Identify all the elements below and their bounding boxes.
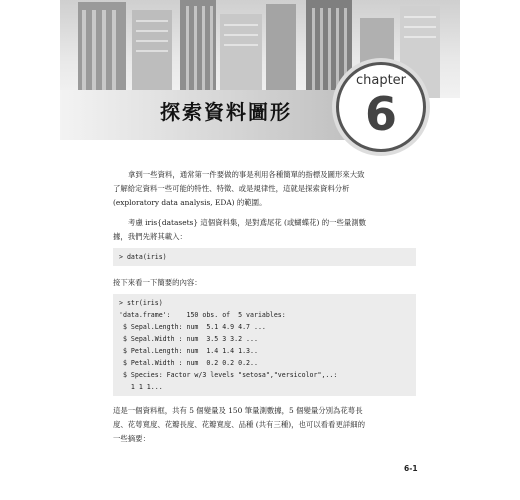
- code-line: 'data.frame': 150 obs. of 5 variables:: [119, 311, 286, 319]
- code-line: 1 1 1...: [119, 383, 163, 391]
- chapter-number: 6: [364, 87, 397, 141]
- text-line: 一些摘要：: [113, 434, 150, 443]
- next-paragraph: [113, 276, 418, 290]
- code-block-str: [113, 294, 416, 396]
- text-line: 接下來看一下簡要的內容：: [113, 278, 202, 287]
- code-line: $ Petal.Width : num 0.2 0.2 0.2..: [119, 359, 258, 367]
- chapter-label: chapter: [355, 73, 407, 88]
- page-number: 6-1: [404, 464, 418, 473]
- summary-paragraph: [113, 404, 418, 446]
- code-line: $ Petal.Length: num 1.4 1.4 1.3..: [119, 347, 258, 355]
- intro-paragraph: [113, 168, 418, 210]
- text-line: 拿到一些資料，通常第一件要做的事是利用各種簡單的指標及圖形來大致: [128, 170, 365, 179]
- text-line: 這是一個資料框，共有 5 個變量及 150 筆量測數據，5 個變量分別為花萼長: [113, 406, 363, 415]
- code-block-load: [113, 248, 416, 266]
- code-line: $ Species: Factor w/3 levels "setosa","versicolor",..:: [119, 371, 338, 379]
- text-line: 考慮 iris{datasets} 這個資料集，是對鳶尾花 (或蝴蝶花) 的一些量測數: [128, 218, 367, 227]
- chapter-badge: [336, 62, 426, 152]
- code-line: > data(iris): [119, 253, 167, 261]
- code-line: $ Sepal.Width : num 3.5 3 3.2 ...: [119, 335, 258, 343]
- text-line: 度、花萼寬度、花瓣長度、花瓣寬度、品種 (共有三種)，也可以看看更詳細的: [113, 420, 366, 429]
- text-line: 了解給定資料一些可能的特性、特徵、或是規律性，這就是探索資料分析: [113, 184, 350, 193]
- chapter-title: 探索資料圖形: [160, 100, 292, 124]
- text-line: (exploratory data analysis, EDA) 的範圍。: [113, 198, 267, 207]
- iris-intro-paragraph: [113, 216, 418, 244]
- code-line: $ Sepal.Length: num 5.1 4.9 4.7 ...: [119, 323, 266, 331]
- text-line: 據，我們先將其載入：: [113, 232, 187, 241]
- code-line: > str(iris): [119, 299, 163, 307]
